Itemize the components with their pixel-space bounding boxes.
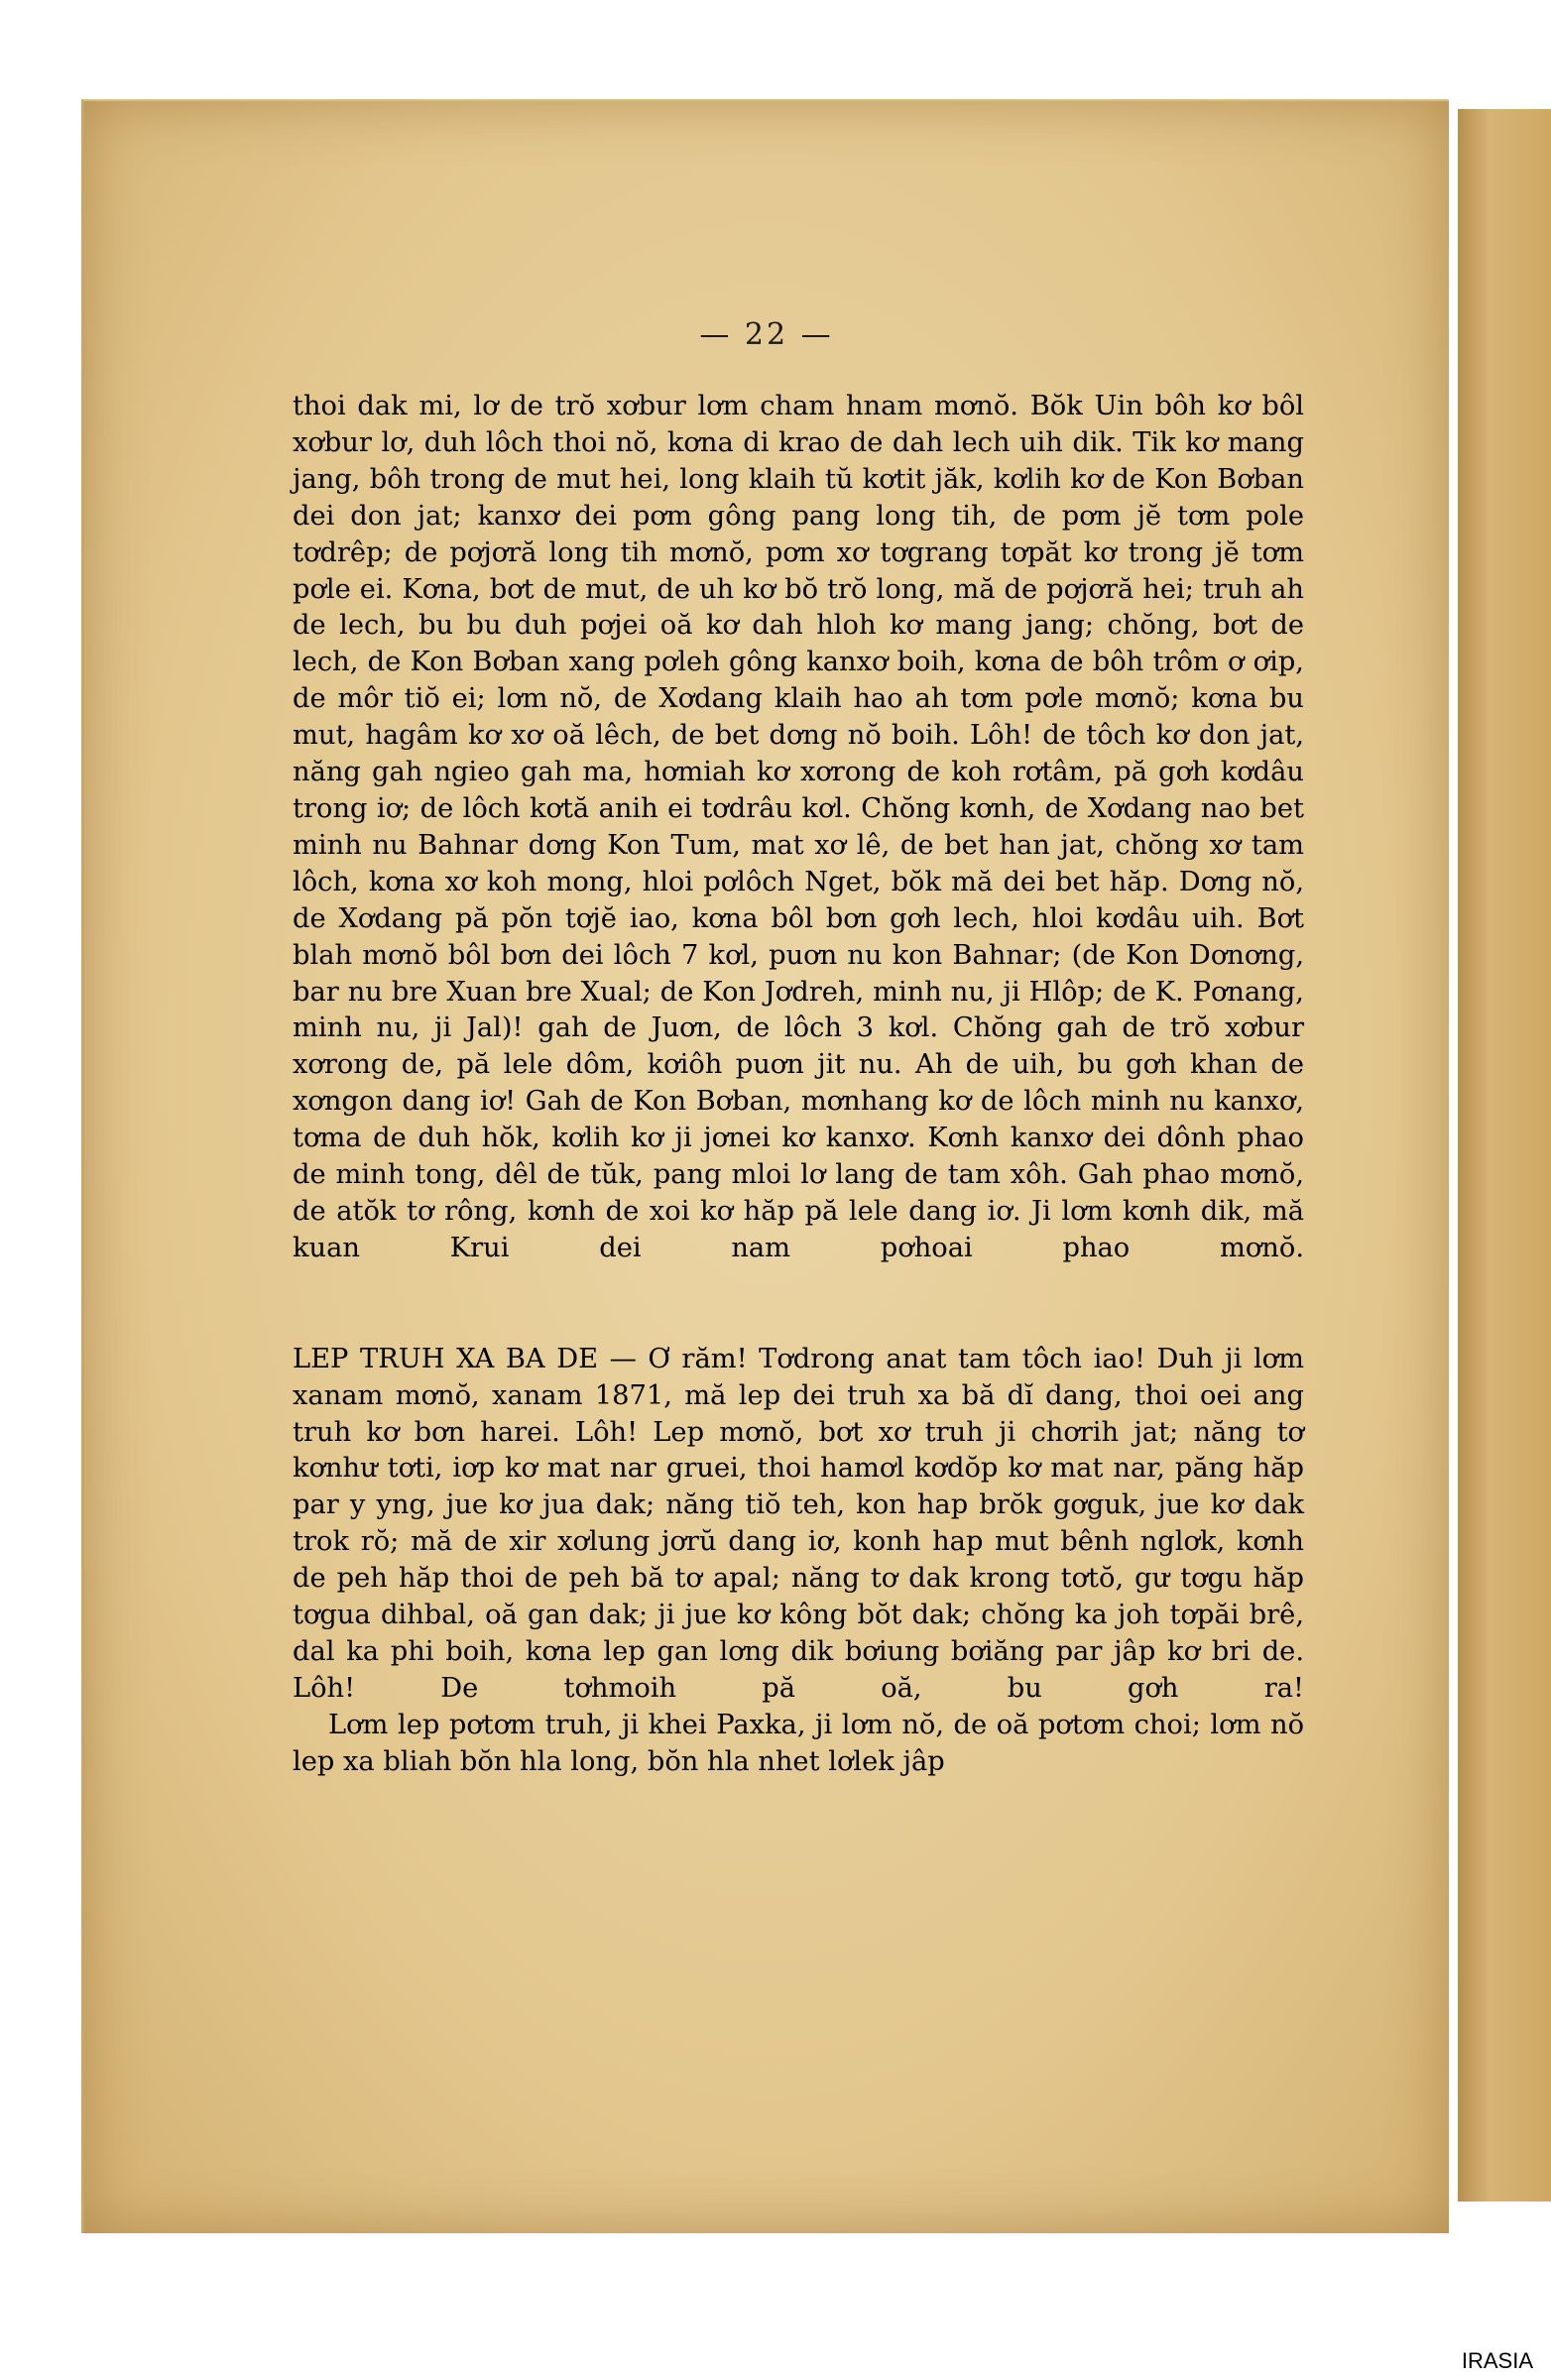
paragraph-3: Lơm lep pơtơm truh, ji khei Paxka, ji lơm nŏ, de oă pơtơm choi; lơm nŏ lep xa bliah bŏn hla long, bŏn hla nhet lơlek jâp [293,1709,1304,1777]
paragraph-gap [293,1267,1304,1342]
page-number: — 22 — [699,317,834,352]
watermark: IRASIA [1461,2348,1533,2373]
paragraph-2: LEP TRUH XA BA DE — Ơ răm! Tơdrong anat tam tôch iao! Duh ji lơm xanam mơnŏ, xanam 1871, mă lep dei truh xa bă dĭ dang, thoi oei ang truh kơ bơn harei. Lôh! Lep mơnŏ, bơt xơ truh ji chơrih jat; năng tơ kơnhư tơti, iơp kơ mat nar gruei, thoi hamơl kơdŏp kơ mat nar, păng hăp par y yng, jue kơ jua dak; năng tiŏ teh, kon hap brŏk gơguk, jue kơ dak trok rŏ; mă de xir xơlung jơrŭ dang iơ, konh hap mut bênh nglơk, kơnh de peh hăp thoi de peh bă tơ apal; năng tơ dak krong tơtŏ, gư tơgu hăp tơgua dihbal, oă gan dak; ji jue kơ kông bŏt dak; chŏng ka joh tơpăi brê, dal ka phi boih, kơna lep gan lơng dik bơiung bơiăng par jâp kơ bri de. Lôh! De tơhmoih pă oă, bu gơh ra! [293,1343,1304,1704]
text-block [293,389,1304,1781]
paragraph-1: thoi dak mi, lơ de trŏ xơbur lơm cham hnam mơnŏ. Bŏk Uin bôh kơ bôl xơbur lơ, duh lôch thoi nŏ, kơna di krao de dah lech uih dik. Tik kơ mang jang, bôh trong de mut hei, long klaih tŭ kơtit jăk, kơlih kơ de Kon Bơban dei don jat; kanxơ dei pơm gông pang long tih, de pơm jĕ tơm pole tơdrêp; de pơjơră long tih mơnŏ, pơm xơ tơgrang tơpăt kơ trong jĕ tơm pơle ei. Kơna, bơt de mut, de uh kơ bŏ trŏ long, mă de pơjơră hei; truh ah de lech, bu bu duh pơjei oă kơ dah hloh kơ mang jang; chŏng, bơt de lech, de Kon Bơban xang pơleh gông kanxơ boih, kơna de bôh trôm ơ ơip, de môr tiŏ ei; lơm nŏ, de Xơdang klaih hao ah tơm pơle mơnŏ; kơna bu mut, hagâm kơ xơ oă lêch, de bet dơng nŏ boih. Lôh! de tôch kơ don jat, năng gah ngieo gah ma, hơmiah kơ xơrong de koh rơtâm, pă gơh kơdâu trong iơ; de lôch kơtă anih ei tơdrâu kơl. Chŏng kơnh, de Xơdang nao bet minh nu Bahnar dơng Kon Tum, mat xơ lê, de bet han jat, chŏng xơ tam lôch, kơna xơ koh mong, hloi pơlôch Nget, bŏk mă dei bet hăp. Dơng nŏ, de Xơdang pă pŏn tơjĕ iao, kơna bôl bơn gơh lech, hloi kơdâu uih. Bơt blah mơnŏ bôl bơn dei lôch 7 kơl, puơn nu kon Bahnar; (de Kon Dơnơng, bar nu bre Xuan bre Xual; de Kon Jơdreh, minh nu, ji Hlôp; de K. Pơnang, minh nu, ji Jal)! gah de Juơn, de lôch 3 kơl. Chŏng gah de trŏ xơbur xơrong de, pă lele dôm, kơiôh puơn jit nu. Ah de uih, bu gơh khan de xơngon dang iơ! Gah de Kon Bơban, mơnhang kơ de lôch minh nu kanxơ, tơma de duh hŏk, kơlih kơ ji jơnei kơ kanxơ. Kơnh kanxơ dei dônh phao de minh tong, dêl de tŭk, pang mloi lơ lang de tam xôh. Gah phao mơnŏ, de atŏk tơ rông, kơnh de xoi kơ hăp pă lele dang iơ. Ji lơm kơnh dik, mă kuan Krui dei nam pơhoai phao mơnŏ. [293,391,1304,1263]
adjacent-page-edge [1458,109,1551,2202]
